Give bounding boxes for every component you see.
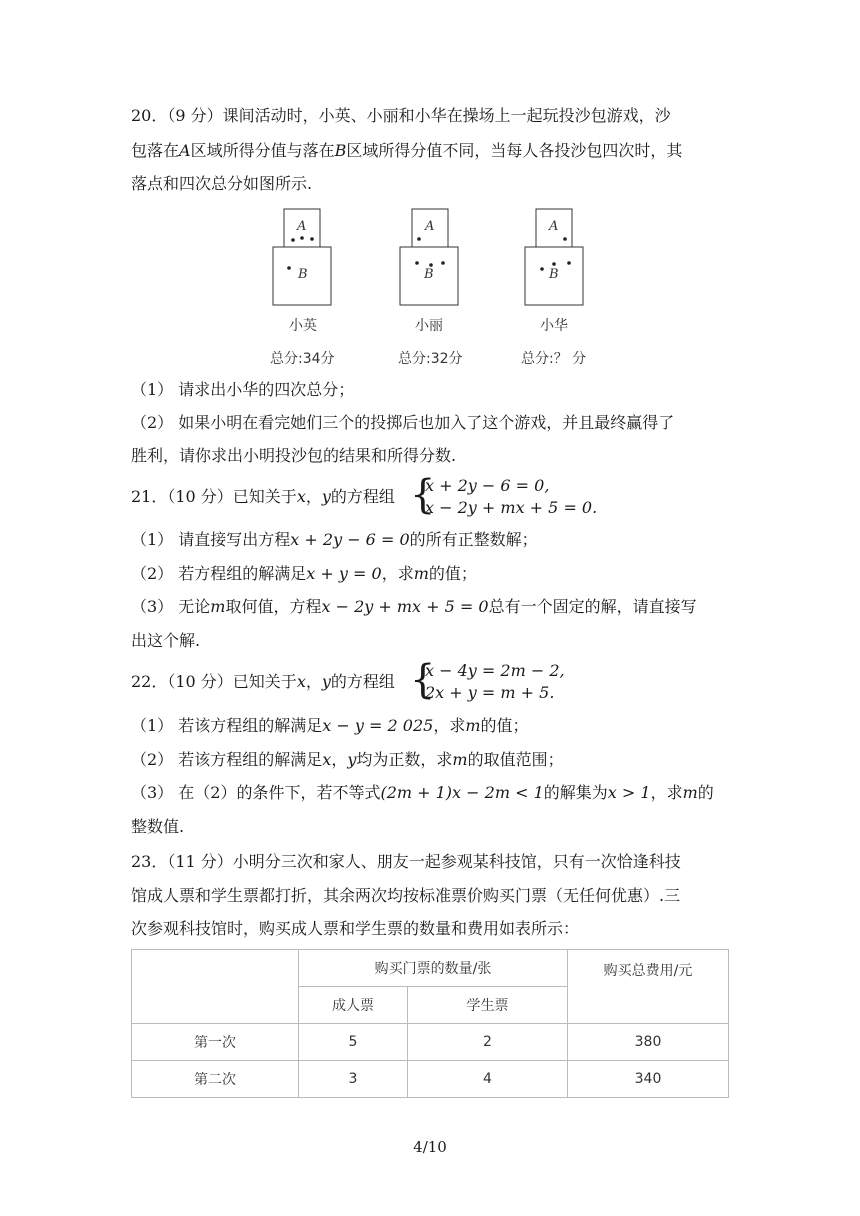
q20-line1: 20．（9 分）课间活动时，小英、小丽和小华在操场上一起玩投沙包游戏，沙 bbox=[131, 106, 671, 125]
row-label: 第一次 bbox=[132, 1024, 299, 1061]
q20-line3: 落点和四次总分如图所示. bbox=[131, 174, 313, 193]
table-row bbox=[132, 1061, 729, 1098]
ticket-table bbox=[131, 949, 729, 1098]
fig-label-a-3: A bbox=[549, 219, 559, 234]
row-student: 4 bbox=[408, 1061, 568, 1098]
row-cost: 380 bbox=[568, 1024, 729, 1061]
fig-name-xiaohua: 小华 bbox=[540, 318, 568, 334]
q21-eq2: x − 2y + mx + 5 = 0. bbox=[425, 498, 598, 517]
page-number: 4/10 bbox=[413, 1138, 447, 1156]
row-adult: 3 bbox=[299, 1061, 408, 1098]
q22-brace: { bbox=[410, 657, 436, 703]
q20-sub1: （1） 请求出小华的四次总分； bbox=[131, 380, 355, 399]
fig-score-xiaoying: 总分:34分 bbox=[270, 351, 335, 367]
table-corner bbox=[132, 950, 299, 1024]
row-cost: 340 bbox=[568, 1061, 729, 1098]
table-header-qty: 购买门票的数量/张 bbox=[299, 950, 568, 987]
q20-figure bbox=[262, 205, 602, 370]
fig-label-a-1: A bbox=[297, 219, 307, 234]
q21-intro: 21．（10 分）已知关于x，y的方程组 bbox=[131, 487, 395, 506]
fig-name-xiaoli: 小丽 bbox=[415, 318, 443, 334]
q22-intro: 22．（10 分）已知关于x，y的方程组 bbox=[131, 672, 395, 691]
q20-sub2a: （2） 如果小明在看完她们三个的投掷后也加入了这个游戏，并且最终赢得了 bbox=[131, 413, 675, 432]
row-adult: 5 bbox=[299, 1024, 408, 1061]
q22-eq1: x − 4y = 2m − 2, bbox=[425, 661, 565, 680]
q23-line3: 次参观科技馆时，购买成人票和学生票的数量和费用如表所示： bbox=[131, 919, 580, 938]
q23-line2: 馆成人票和学生票都打折，其余两次均按标准票价购买门票（无任何优惠）.三 bbox=[131, 886, 681, 905]
table-header-cost: 购买总费用/元 bbox=[568, 950, 729, 1024]
q22-sub2: （2） 若该方程组的解满足x，y均为正数，求m的取值范围； bbox=[131, 750, 564, 769]
q22-sub3: （3） 在（2）的条件下，若不等式(2m + 1)x − 2m < 1的解集为x > 1，求m的 bbox=[131, 783, 714, 802]
fig-label-b-3: B bbox=[549, 267, 559, 282]
fig-label-b-2: B bbox=[424, 267, 434, 282]
q22-sub3e: 整数值. bbox=[131, 817, 185, 836]
q21-sub1: （1） 请直接写出方程x + 2y − 6 = 0的所有正整数解； bbox=[131, 530, 538, 549]
row-student: 2 bbox=[408, 1024, 568, 1061]
q21-sub3: （3） 无论m取何值，方程x − 2y + mx + 5 = 0总有一个固定的解，请直接写 bbox=[131, 597, 697, 616]
table-col-student: 学生票 bbox=[408, 987, 568, 1024]
fig-label-b-1: B bbox=[298, 267, 308, 282]
q20-sub2b: 胜利，请你求出小明投沙包的结果和所得分数. bbox=[131, 446, 457, 465]
fig-score-xiaohua: 总分:？ 分 bbox=[521, 351, 587, 367]
fig-score-xiaoli: 总分:32分 bbox=[398, 351, 463, 367]
fig-label-a-2: A bbox=[425, 219, 435, 234]
q22-eq2: 2x + y = m + 5. bbox=[425, 683, 555, 702]
q22-sub1: （1） 若该方程组的解满足x − y = 2 025，求m的值； bbox=[131, 716, 529, 735]
table-col-adult: 成人票 bbox=[299, 987, 408, 1024]
row-label: 第二次 bbox=[132, 1061, 299, 1098]
fig-name-xiaoying: 小英 bbox=[289, 318, 317, 334]
q23-line1: 23．（11 分）小明分三次和家人、朋友一起参观某科技馆，只有一次恰逢科技 bbox=[131, 852, 681, 871]
q21-eq1: x + 2y − 6 = 0, bbox=[425, 476, 550, 495]
table-row bbox=[132, 1024, 729, 1061]
q21-sub2: （2） 若方程组的解满足x + y = 0，求m的值； bbox=[131, 564, 477, 583]
q20-line2: 包落在A区域所得分值与落在B区域所得分值不同，当每人各投沙包四次时，其 bbox=[131, 141, 683, 160]
q21-brace: { bbox=[410, 472, 436, 518]
q21-sub3d: 出这个解. bbox=[131, 631, 201, 650]
